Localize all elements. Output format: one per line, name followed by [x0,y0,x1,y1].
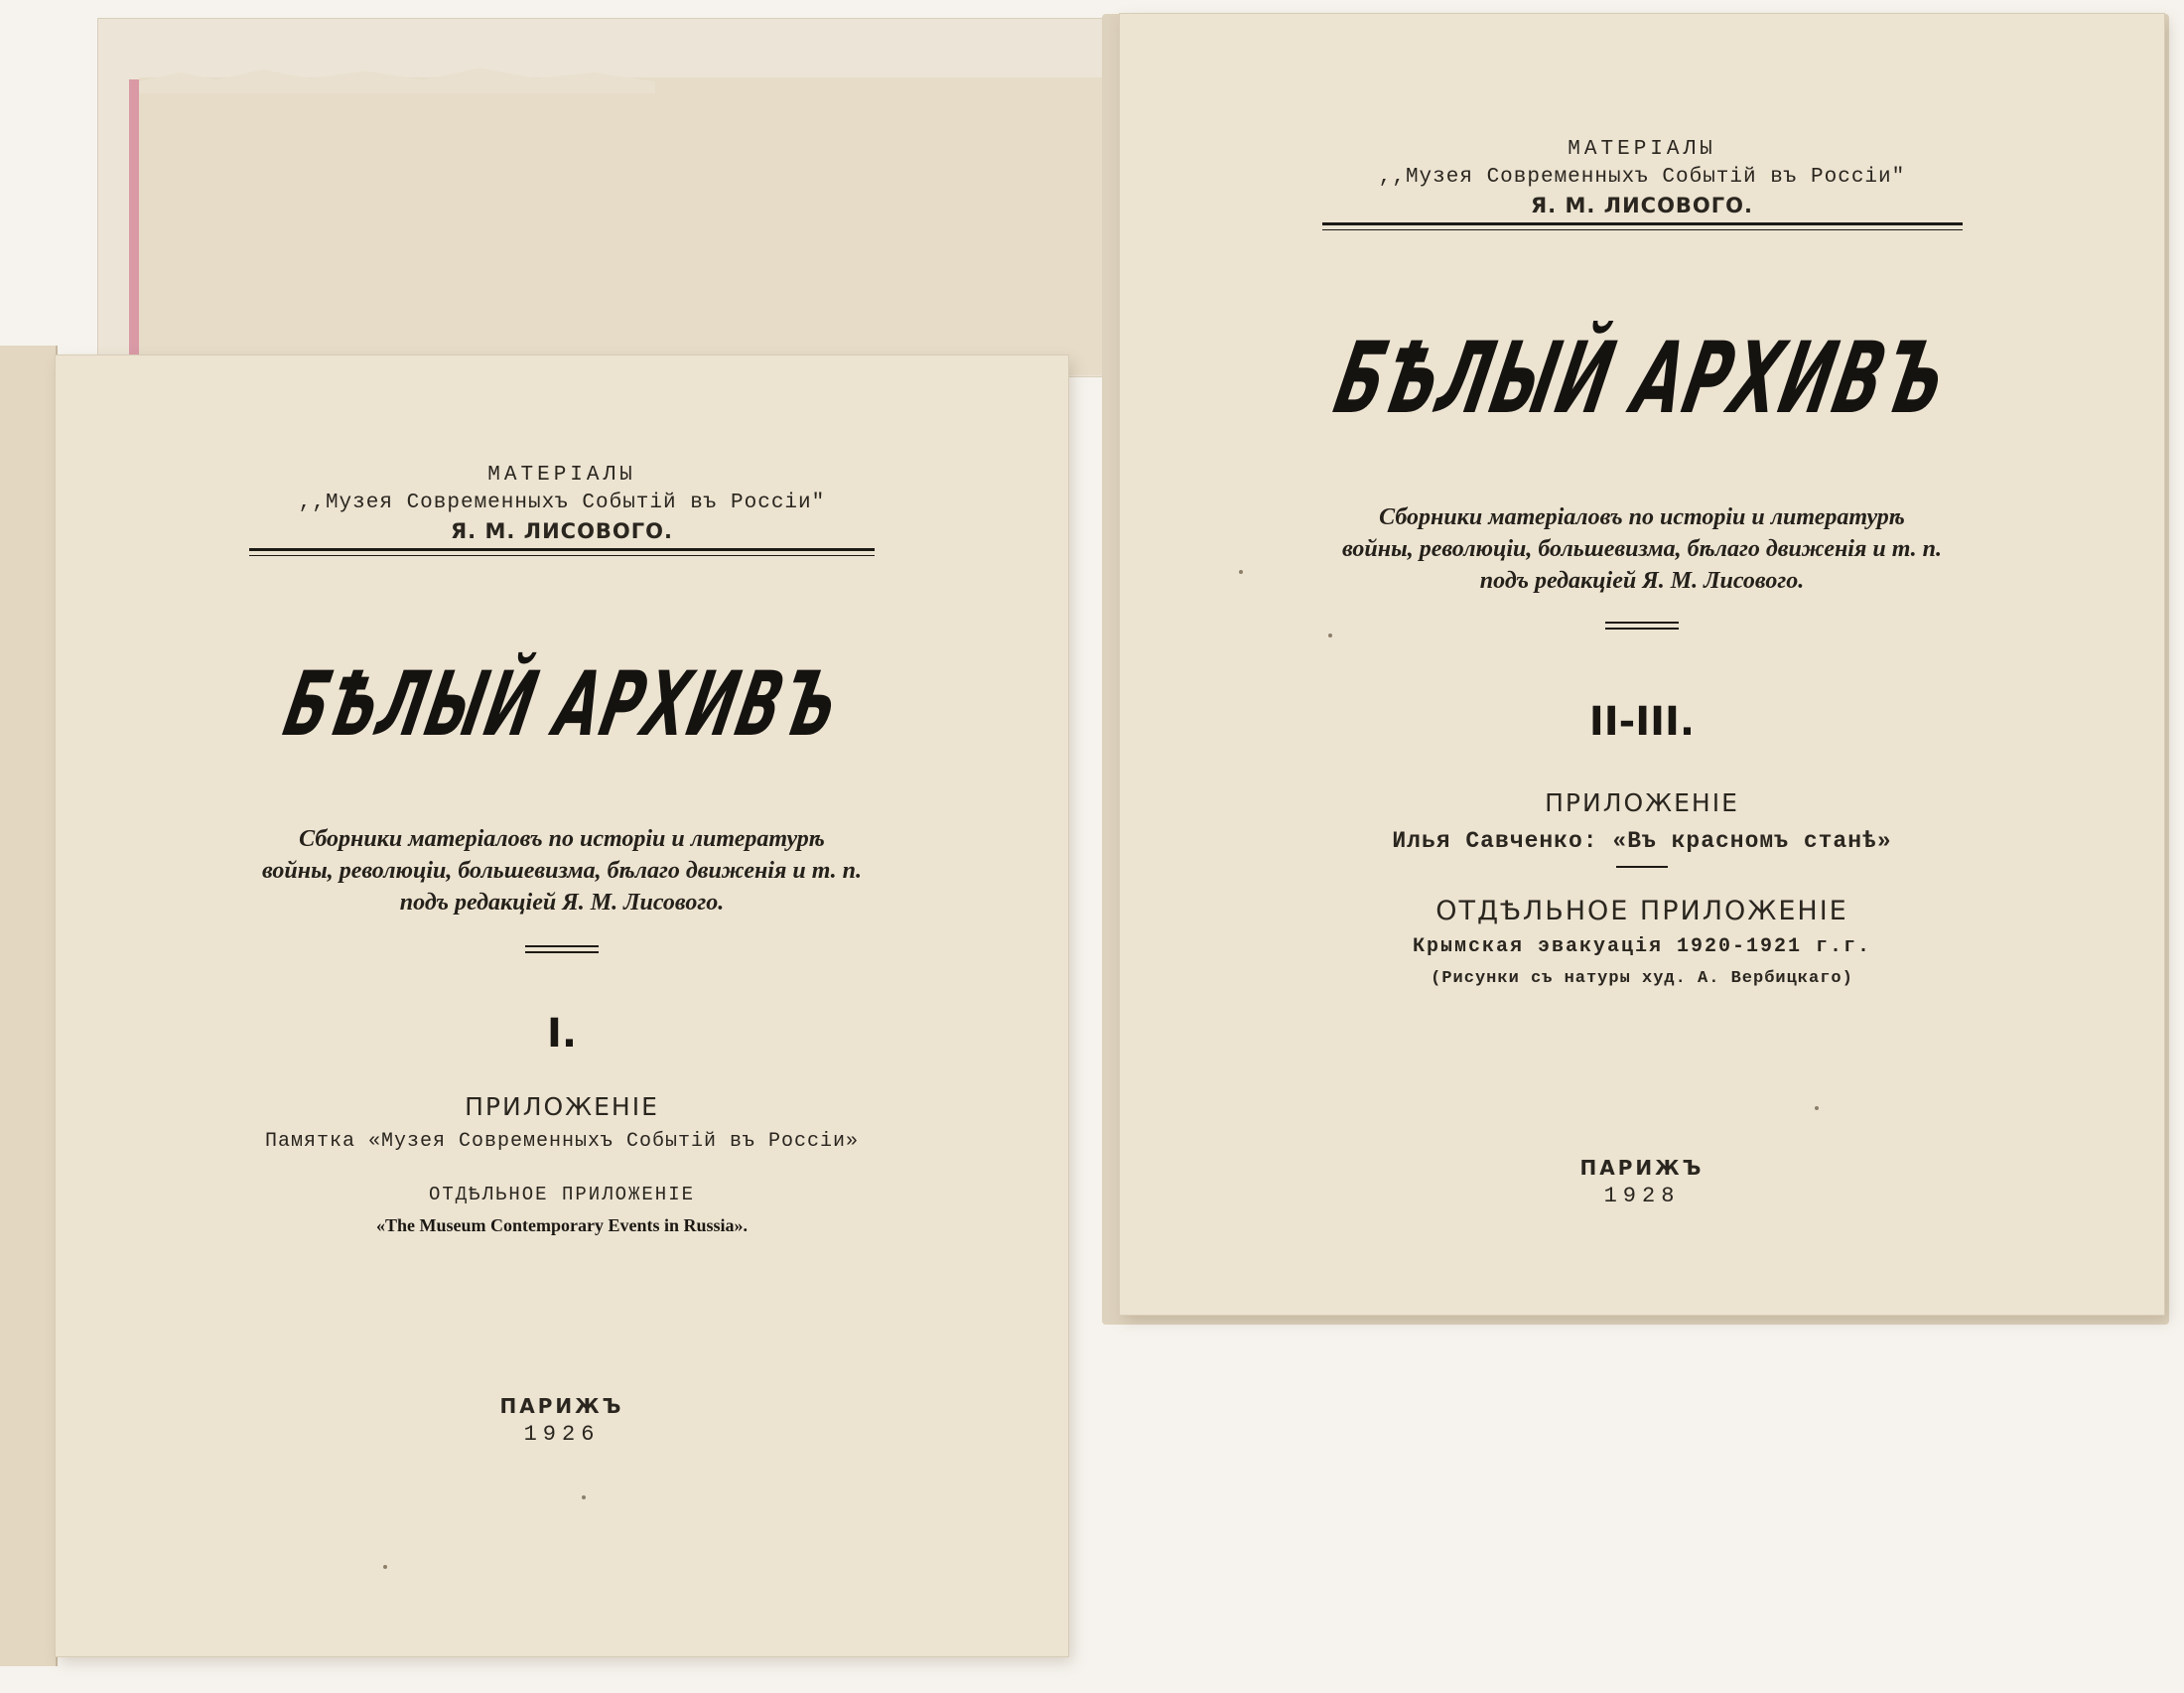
appendix-text: Памятка «Музея Современныхъ Событiй въ Россiи» [264,1130,860,1153]
logo [56,643,1068,773]
appendix-label: ПРИЛОЖЕНIЕ [1545,788,1739,817]
subtitle-line-3: подъ редакцiей Я. М. Лисового. [1479,568,1805,594]
subtitle-line-2: войны, революцiи, большевизма, бѣлаго движенiя и т. п. [262,858,862,884]
city: ПАРИЖЪ [499,1394,624,1418]
subtitle-line-3: подъ редакцiей Я. М. Лисового. [399,890,725,916]
header-line-3: Я. М. ЛИСОВОГО. [451,519,673,543]
ornament-rule [1605,622,1679,630]
header-rule [249,548,875,556]
back-book-page [139,77,1132,375]
ornament-rule [525,945,599,953]
left-title-page [56,355,1068,1656]
logo [1120,312,2164,451]
paper-speck [383,1565,387,1569]
year: 1928 [1603,1184,1681,1208]
paper-speck [1239,570,1243,574]
subtitle-line-2: войны, революцiи, большевизма, бѣлаго движенiя и т. п. [1342,536,1942,562]
separate-appendix-text: Крымская эвакуацiя 1920-1921 г.г. [1412,935,1872,958]
volume-number: I. [546,1011,578,1057]
left-book-spine [0,346,58,1666]
paper-speck [582,1495,586,1499]
separate-appendix-note: (Рисунки съ натуры худ. А. Вербицкаго) [1431,969,1853,988]
separate-appendix-text: «The Museum Contemporary Events in Russia». [375,1215,749,1235]
header-line-2: ,,Музея Современныхъ Событiй въ Россiи" [1378,166,1906,189]
logo-text: БѢЛЫЙ АРХИВЪ [275,653,849,758]
paper-speck [1328,634,1332,637]
header-rule [1322,222,1963,230]
logo-text: БѢЛЫЙ АРХИВЪ [1325,320,1959,436]
separate-appendix-label: ОТДѢЛЬНОЕ ПРИЛОЖЕНIЕ [428,1184,696,1205]
header-line-1: МАТЕРIАЛЫ [487,464,636,487]
subtitle-line-1: Сборники матерiаловъ по исторiи и литературѣ [1379,504,1905,530]
subtitle-line-1: Сборники матерiаловъ по исторiи и литературѣ [299,826,825,852]
volume-number: II-III. [1588,699,1696,745]
appendix-label: ПРИЛОЖЕНIЕ [465,1092,659,1121]
appendix-text: Илья Савченко: «Въ красномъ станѣ» [1392,828,1892,854]
header-line-1: МАТЕРIАЛЫ [1568,138,1716,161]
header-line-3: Я. М. ЛИСОВОГО. [1531,194,1753,217]
small-rule [1616,866,1668,868]
city: ПАРИЖЪ [1579,1156,1705,1180]
right-title-page [1120,14,2164,1315]
separate-appendix-label: ОТДѢЛЬНОЕ ПРИЛОЖЕНIЕ [1435,896,1848,926]
year: 1926 [523,1422,601,1447]
header-line-2: ,,Музея Современныхъ Событiй въ Россiи" [298,492,826,514]
paper-speck [1815,1106,1819,1110]
